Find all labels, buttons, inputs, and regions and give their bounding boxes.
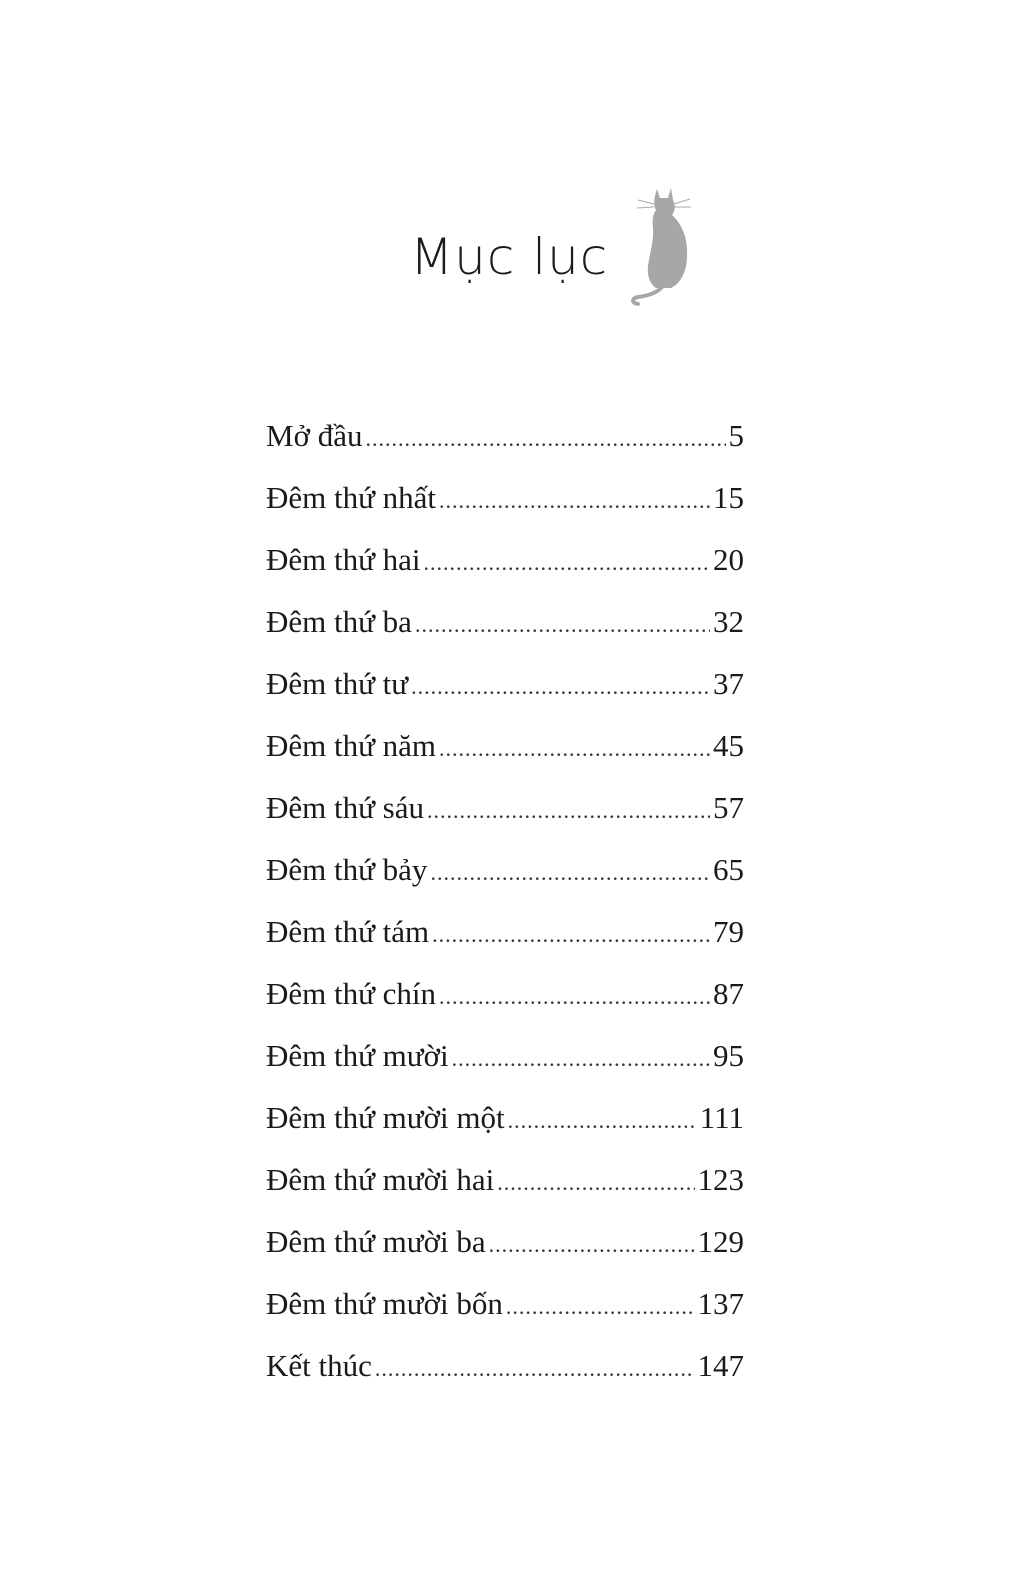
toc-entry-page-number: 20 <box>713 542 744 577</box>
toc-dot-leader <box>427 780 710 842</box>
toc-entry-page-number: 5 <box>728 418 744 453</box>
toc-entry <box>266 1211 744 1273</box>
toc-entry <box>266 901 744 963</box>
toc-dot-leader <box>452 1028 710 1090</box>
table-of-contents <box>266 405 744 1397</box>
toc-entry-title: Đêm thứ sáu <box>266 790 424 825</box>
toc-dot-leader <box>432 904 710 966</box>
toc-entry-page-number: 65 <box>713 852 744 887</box>
toc-entry-title: Đêm thứ mười một <box>266 1100 505 1135</box>
toc-entry-title: Kết thúc <box>266 1348 372 1383</box>
toc-dot-leader <box>439 718 710 780</box>
toc-dot-leader <box>439 470 710 532</box>
toc-dot-leader <box>415 594 710 656</box>
toc-entry-title: Đêm thứ chín <box>266 976 437 1011</box>
page-title: Mục lục <box>410 228 609 286</box>
toc-entry-title: Đêm thứ tám <box>266 914 430 949</box>
toc-entry-title: Đêm thứ ba <box>266 604 412 639</box>
toc-entry-page-number: 37 <box>713 666 744 701</box>
toc-dot-leader <box>439 966 710 1028</box>
toc-entry-page-number: 129 <box>697 1224 744 1259</box>
toc-entry <box>266 839 744 901</box>
toc-entry <box>266 777 744 839</box>
heading <box>0 180 1024 320</box>
toc-entry <box>266 715 744 777</box>
toc-entry-page-number: 79 <box>713 914 744 949</box>
toc-entry <box>266 653 744 715</box>
toc-entry <box>266 963 744 1025</box>
toc-entry-page-number: 15 <box>713 480 744 515</box>
toc-dot-leader <box>506 1276 695 1338</box>
toc-entry-title: Đêm thứ mười hai <box>266 1162 495 1197</box>
toc-dot-leader <box>411 656 710 718</box>
toc-entry-page-number: 147 <box>697 1348 744 1383</box>
toc-entry-page-number: 45 <box>713 728 744 763</box>
toc-dot-leader <box>508 1090 697 1152</box>
toc-entry-title: Đêm thứ tư <box>266 666 409 701</box>
toc-entry <box>266 529 744 591</box>
toc-entry <box>266 405 744 467</box>
toc-entry-page-number: 123 <box>697 1162 744 1197</box>
toc-dot-leader <box>375 1338 695 1400</box>
toc-entry-page-number: 57 <box>713 790 744 825</box>
toc-dot-leader <box>430 842 710 904</box>
toc-entry <box>266 1025 744 1087</box>
toc-entry-page-number: 87 <box>713 976 744 1011</box>
toc-entry-title: Đêm thứ năm <box>266 728 437 763</box>
toc-entry-page-number: 137 <box>697 1286 744 1321</box>
cat-silhouette-icon <box>626 180 696 310</box>
toc-entry <box>266 1335 744 1397</box>
toc-entry <box>266 1273 744 1335</box>
toc-entry-title: Đêm thứ nhất <box>266 480 437 515</box>
toc-entry-page-number: 111 <box>699 1100 744 1135</box>
toc-entry-title: Đêm thứ hai <box>266 542 421 577</box>
toc-entry <box>266 1149 744 1211</box>
toc-dot-leader <box>489 1214 695 1276</box>
toc-entry-title: Đêm thứ mười <box>266 1038 449 1073</box>
toc-entry <box>266 467 744 529</box>
toc-entry-title: Mở đầu <box>266 418 363 453</box>
toc-dot-leader <box>497 1152 694 1214</box>
toc-entry-title: Đêm thứ mười bốn <box>266 1286 503 1321</box>
toc-dot-leader <box>424 532 710 594</box>
toc-entry-title: Đêm thứ bảy <box>266 852 428 887</box>
toc-entry-page-number: 32 <box>713 604 744 639</box>
toc-dot-leader <box>365 408 725 470</box>
toc-entry <box>266 1087 744 1149</box>
toc-entry-page-number: 95 <box>713 1038 744 1073</box>
toc-entry-title: Đêm thứ mười ba <box>266 1224 486 1259</box>
toc-entry <box>266 591 744 653</box>
